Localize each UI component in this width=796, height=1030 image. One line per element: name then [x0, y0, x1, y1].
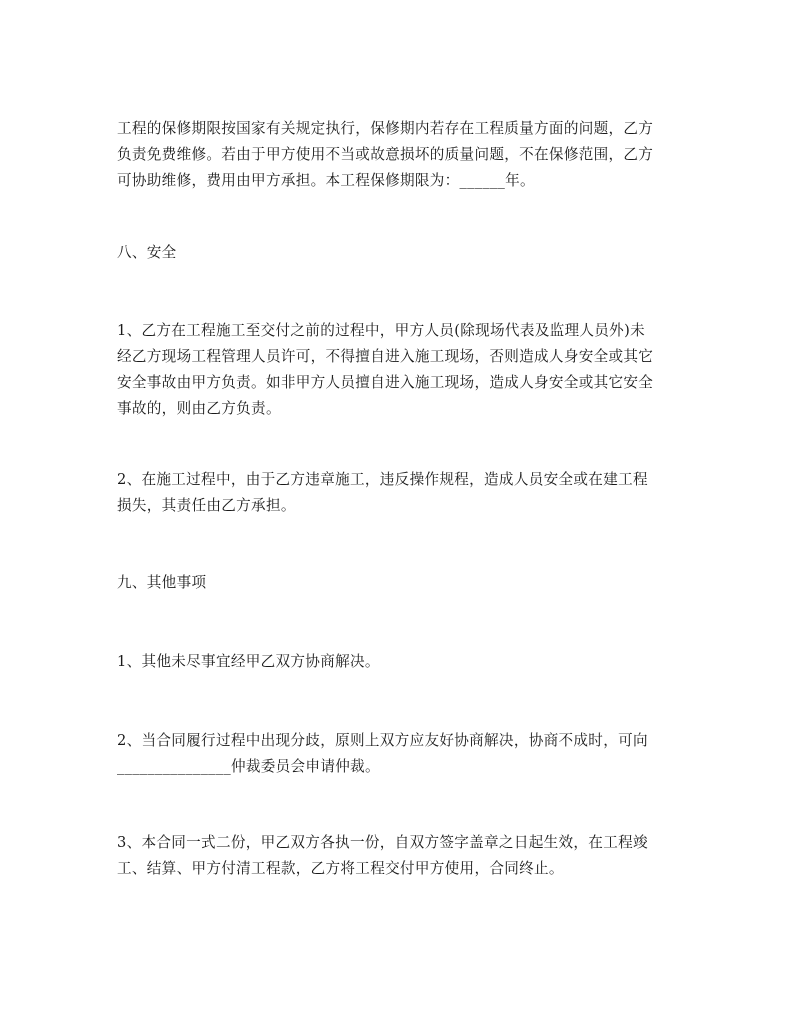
text-line: 2、在施工过程中，由于乙方违章施工，违反操作规程，造成人员安全或在建工程 — [117, 471, 648, 488]
text-line: _______________仲裁委员会申请仲裁。 — [117, 758, 380, 775]
safety-item-2 — [117, 467, 692, 519]
other-item-3 — [117, 830, 692, 882]
text-line: 工程的保修期限按国家有关规定执行，保修期内若存在工程质量方面的问题，乙方 — [117, 120, 654, 137]
section-heading-safety: 八、安全 — [117, 244, 177, 261]
text-line: 损失，其责任由乙方承担。 — [117, 497, 296, 514]
text-line: 可协助维修，费用由甲方承担。本工程保修期限为：______年。 — [117, 172, 535, 189]
text-line: 负责免费维修。若由于甲方使用不当或故意损坏的质量问题，不在保修范围，乙方 — [117, 146, 654, 163]
text-line: 事故的，则由乙方负责。 — [117, 400, 281, 417]
other-item-2 — [117, 728, 692, 780]
text-line: 3、本合同一式二份，甲乙双方各执一份，自双方签字盖章之日起生效，在工程竣 — [117, 834, 648, 851]
warranty-paragraph — [117, 116, 692, 194]
text-line: 经乙方现场工程管理人员许可，不得擅自进入施工现场，否则造成人身安全或其它 — [117, 348, 654, 365]
text-line: 工、结算、甲方付清工程款，乙方将工程交付甲方使用，合同终止。 — [117, 860, 564, 877]
safety-item-1 — [117, 318, 692, 422]
section-heading-other-matters: 九、其他事项 — [117, 574, 207, 591]
text-line: 1、其他未尽事宜经甲乙双方协商解决。 — [117, 653, 380, 670]
other-item-1 — [117, 649, 692, 675]
text-line: 安全事故由甲方负责。如非甲方人员擅自进入施工现场，造成人身安全或其它安全 — [117, 374, 654, 391]
text-line: 2、当合同履行过程中出现分歧，原则上双方应友好协商解决，协商不成时，可向 — [117, 732, 648, 749]
text-line: 1、乙方在工程施工至交付之前的过程中，甲方人员(除现场代表及监理人员外)未 — [117, 322, 645, 339]
